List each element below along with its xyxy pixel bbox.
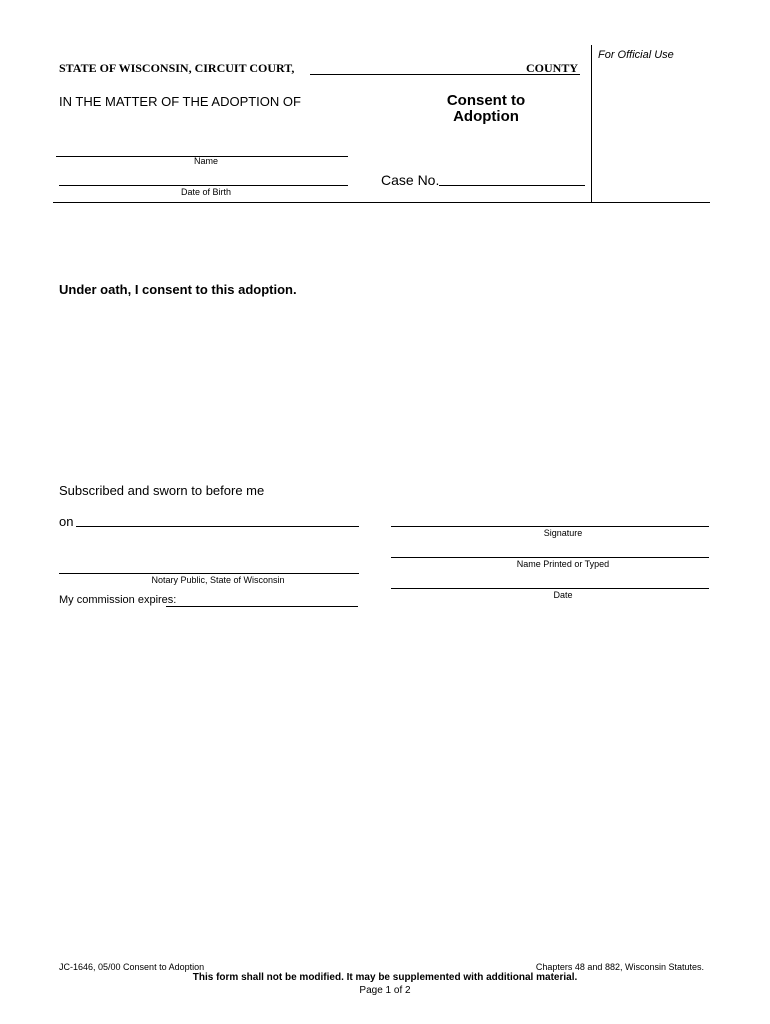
dob-line[interactable]	[59, 185, 348, 186]
printed-name-caption: Name Printed or Typed	[516, 559, 610, 569]
matter-label: IN THE MATTER OF THE ADOPTION OF	[59, 94, 301, 109]
county-label: COUNTY	[526, 61, 579, 75]
sworn-statement: Subscribed and sworn to before me	[59, 483, 265, 498]
case-number-label: Case No.	[381, 172, 440, 188]
signature-caption: Signature	[543, 528, 583, 538]
commission-line[interactable]	[166, 606, 358, 607]
printed-name-line[interactable]	[391, 557, 709, 558]
modification-notice: This form shall not be modified. It may be supplemented with additional material.	[192, 972, 578, 983]
case-number-line[interactable]	[439, 185, 585, 186]
name-caption: Name	[193, 156, 218, 166]
commission-label: My commission expires:	[59, 594, 177, 606]
notary-caption: Notary Public, State of Wisconsin	[151, 575, 285, 585]
dob-caption: Date of Birth	[180, 187, 232, 197]
date-line[interactable]	[391, 588, 709, 589]
court-heading: STATE OF WISCONSIN, CIRCUIT COURT,	[59, 61, 295, 75]
notary-line[interactable]	[59, 573, 359, 574]
official-use-label: For Official Use	[598, 49, 674, 61]
sworn-date-line[interactable]	[76, 526, 359, 527]
on-label: on	[59, 514, 74, 529]
oath-statement: Under oath, I consent to this adoption.	[59, 282, 297, 297]
form-id: JC-1646, 05/00 Consent to Adoption	[59, 962, 205, 972]
signature-line[interactable]	[391, 526, 709, 527]
form-title-line2: Adoption	[453, 108, 519, 125]
form-title-line1: Consent to	[446, 92, 526, 109]
page-number: Page 1 of 2	[359, 985, 411, 996]
header-bottom-rule	[53, 202, 710, 203]
date-caption: Date	[553, 590, 573, 600]
statute-reference: Chapters 48 and 882, Wisconsin Statutes.	[535, 962, 704, 972]
official-use-divider	[591, 45, 592, 203]
county-line	[310, 74, 580, 75]
